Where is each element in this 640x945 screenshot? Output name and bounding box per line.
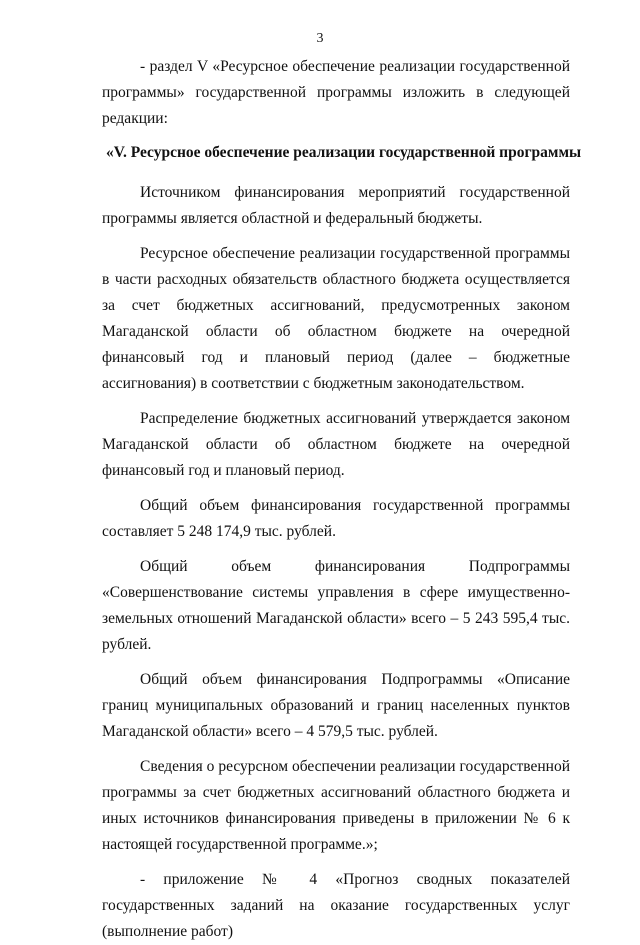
paragraph-subprogram-property: Общий объем финансирования Подпрограммы «Совершенствование системы управления в сфере имущественно-земельных отношений Магаданской области» всего – 5 243 595,4 тыс. рублей.: [102, 558, 570, 653]
section-heading: «V. Ресурсное обеспечение реализации государственной программы: [106, 144, 582, 161]
paragraph-funding-sources: Источником финансирования мероприятий государственной программы является областной и федеральный бюджеты.: [102, 184, 570, 227]
paragraph-allocation: Распределение бюджетных ассигнований утверждается законом Магаданской области об областном бюджете на очередной финансовый год и плановый период.: [102, 410, 570, 479]
paragraph-subprogram-boundaries: Общий объем финансирования Подпрограммы «Описание границ муниципальных образований и границ населенных пунктов Магаданской области» всего – 4 579,5 тыс. рублей.: [102, 671, 570, 740]
paragraph-resource-info: Сведения о ресурсном обеспечении реализации государственной программы за счет бюджетных ассигнований областного бюджета и иных источников финансирования приведены в приложении № 6 к настоящей государственной программе.»;: [102, 758, 570, 853]
paragraph-total-funding: Общий объем финансирования государственной программы составляет 5 248 174,9 тыс. рублей.: [102, 497, 570, 540]
document-body: [102, 54, 582, 945]
paragraph-section-v-instruction: - раздел V «Ресурсное обеспечение реализации государственной программы» государственной программы изложить в следующей редакции:: [102, 58, 570, 127]
paragraph-appendix-4: - приложение № 4 «Прогноз сводных показателей государственных заданий на оказание государственных услуг (выполнение работ): [102, 871, 570, 940]
page-number: 3: [316, 31, 324, 46]
paragraph-resource-provision: Ресурсное обеспечение реализации государственной программы в части расходных обязательств областного бюджета осуществляется за счет бюджетных ассигнований, предусмотренных законом Магаданской области об областном бюджете на очередной финансовый год и плановый период (далее – бюджетные ассигнования) в соответствии с бюджетным законодательством.: [102, 245, 570, 392]
